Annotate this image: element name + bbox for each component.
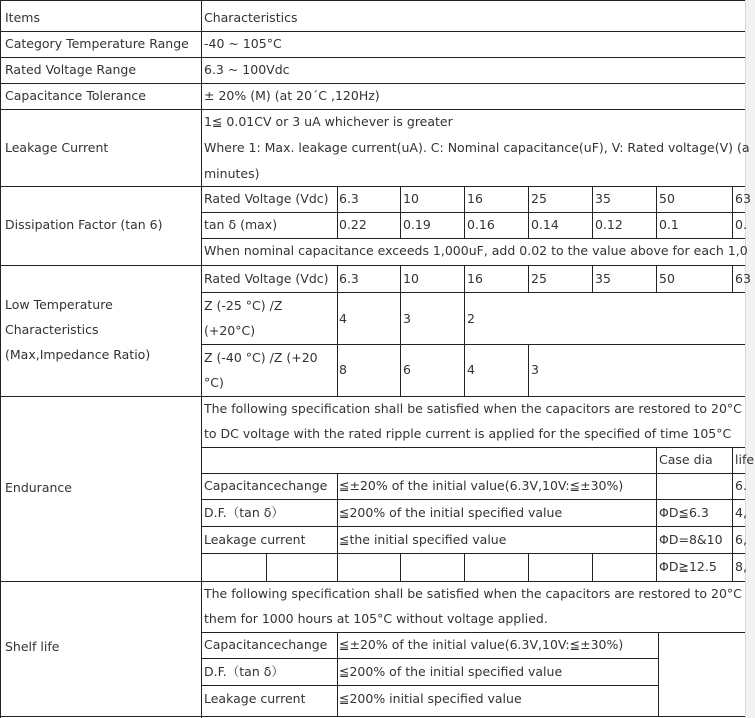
z25-value: 3 — [403, 311, 411, 326]
rated-voltage-label: Rated Voltage Range — [5, 62, 137, 77]
rated-voltage-value: 6.3 ~ 100Vdc — [204, 62, 290, 77]
df-tan-value: 0. — [735, 217, 747, 232]
endurance-line1: The following specification shall be satisfied when the capacitors are restored to 20°C — [204, 401, 742, 416]
df-tan-value: 0.1 — [659, 217, 679, 232]
lt-rated-voltage-label: Rated Voltage (Vdc) — [204, 271, 329, 286]
z25-value: 2 — [467, 311, 475, 326]
low-temp-label-3: (Max,Impedance Ratio) — [5, 347, 151, 362]
shelf-item: D.F.（tan δ） — [204, 664, 284, 679]
df-tan-value: 0.16 — [467, 217, 495, 232]
df-voltage: 50 — [659, 191, 675, 206]
df-voltage: 25 — [531, 191, 547, 206]
header-items: Items — [5, 10, 40, 25]
df-voltage: 16 — [467, 191, 483, 206]
case-dia-header: Case dia — [659, 452, 713, 467]
shelf-label: Shelf life — [5, 639, 60, 654]
df-tan-value: 0.19 — [403, 217, 431, 232]
z40-value: 3 — [531, 362, 539, 377]
z40-value: 6 — [403, 362, 411, 377]
df-note: When nominal capacitance exceeds 1,000uF, add 0.02 to the value above for each 1,0 — [204, 243, 748, 258]
shelf-line1: The following specification shall be satisfied when the capacitors are restored to 20°C — [204, 586, 742, 601]
shelf-spec: ≦±20% of the initial value(6.3V,10V:≦±30%) — [339, 637, 624, 652]
end-life: 8, — [735, 559, 747, 574]
end-dia: ΦD≧12.5 — [659, 559, 717, 574]
end-life: 4, — [735, 505, 747, 520]
lt-voltage: 50 — [659, 271, 675, 286]
df-voltage: 63 — [735, 191, 751, 206]
lt-voltage: 63 — [735, 271, 751, 286]
shelf-line2: them for 1000 hours at 105°C without voltage applied. — [204, 611, 548, 626]
cap-tolerance-label: Capacitance Tolerance — [5, 88, 146, 103]
end-dia: ΦD≦6.3 — [659, 505, 709, 520]
lt-voltage: 16 — [467, 271, 483, 286]
lt-voltage: 35 — [595, 271, 611, 286]
shelf-spec: ≦200% initial specified value — [339, 691, 522, 706]
end-item: Leakage current — [204, 532, 306, 547]
endurance-line2: to DC voltage with the rated ripple current is applied for the specified of time 105°C — [204, 426, 732, 441]
end-item: D.F.（tan δ） — [204, 505, 284, 520]
leakage-line3: minutes) — [204, 166, 260, 181]
lt-voltage: 10 — [403, 271, 419, 286]
z40-label-1: Z (-40 °C) /Z (+20 — [204, 350, 318, 365]
lt-voltage: 25 — [531, 271, 547, 286]
life-header: life — [735, 452, 755, 467]
z25-label-1: Z (-25 °C) /Z — [204, 298, 283, 313]
df-voltage: 6.3 — [339, 191, 359, 206]
end-spec: ≦the initial specified value — [339, 532, 507, 547]
shelf-item: Capacitancechange — [204, 637, 328, 652]
df-tan-value: 0.12 — [595, 217, 623, 232]
df-voltage: 35 — [595, 191, 611, 206]
end-dia: ΦD=8&10 — [659, 532, 723, 547]
cap-tolerance-value: ± 20% (M) (at 20´C ,120Hz) — [204, 88, 380, 103]
category-temp-label: Category Temperature Range — [5, 36, 189, 51]
endurance-label: Endurance — [5, 480, 72, 495]
df-rated-voltage-label: Rated Voltage (Vdc) — [204, 191, 329, 206]
dissipation-label: Dissipation Factor (tan 6) — [5, 217, 163, 232]
category-temp-value: -40 ~ 105°C — [204, 36, 282, 51]
leakage-label: Leakage Current — [5, 140, 109, 155]
end-life: 6, — [735, 532, 747, 547]
df-voltage: 10 — [403, 191, 419, 206]
df-tan-value: 0.22 — [339, 217, 367, 232]
end-spec: ≦200% of the initial specified value — [339, 505, 563, 520]
end-item: Capacitancechange — [204, 478, 328, 493]
leakage-line2: Where 1: Max. leakage current(uA). C: Nominal capacitance(uF), V: Rated voltage(V) (a — [204, 140, 750, 155]
header-characteristics: Characteristics — [204, 10, 298, 25]
z25-label-2: (+20°C) — [204, 323, 256, 338]
z40-label-2: °C) — [204, 375, 224, 390]
z40-value: 4 — [467, 362, 475, 377]
df-tan-value: 0.14 — [531, 217, 559, 232]
z25-value: 4 — [339, 311, 347, 326]
z40-value: 8 — [339, 362, 347, 377]
df-tan-label: tan δ (max) — [204, 217, 278, 232]
leakage-line1: 1≦ 0.01CV or 3 uA whichever is greater — [204, 114, 453, 129]
shelf-spec: ≦200% of the initial specified value — [339, 664, 563, 679]
end-life: 6. — [735, 478, 747, 493]
scroll-edge — [745, 0, 755, 718]
lt-voltage: 6.3 — [339, 271, 359, 286]
low-temp-label-1: Low Temperature — [5, 297, 113, 312]
low-temp-label-2: Characteristics — [5, 322, 99, 337]
end-spec: ≦±20% of the initial value(6.3V,10V:≦±30%) — [339, 478, 624, 493]
shelf-item: Leakage current — [204, 691, 306, 706]
